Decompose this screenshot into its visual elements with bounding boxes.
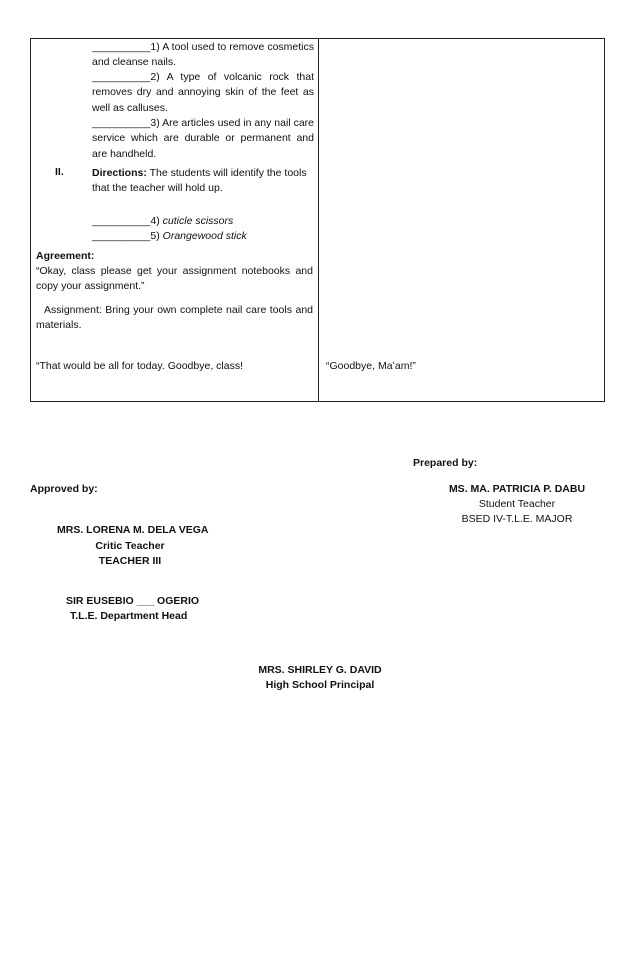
item-number: 4) <box>150 215 160 227</box>
closing-teacher: “That would be all for today. Goodbye, class! <box>36 360 243 372</box>
agreement-label: Agreement: <box>36 250 95 262</box>
critic-teacher-title: Critic Teacher <box>95 540 165 552</box>
identify-item-5 <box>92 229 247 244</box>
item-text: cuticle scissors <box>162 215 234 227</box>
agreement-text: “Okay, class please get your assignment notebooks and copy your assignment.” <box>36 265 313 293</box>
assignment-text: Assignment: Bring your own complete nail care tools and materials. <box>36 304 313 332</box>
department-head-name: SIR EUSEBIO ___ OGERIO <box>66 595 200 607</box>
quiz-item-text: 2) A type of volcanic rock that removes dry and annoying skin of the feet as well as calluses. <box>92 71 314 114</box>
preparer-name: MS. MA. PATRICIA P. DABU <box>448 483 586 495</box>
answer-blank: __________ <box>92 230 151 242</box>
principal-title: High School Principal <box>265 679 375 691</box>
quiz-item-3 <box>92 116 314 162</box>
closing-students: “Goodbye, Ma’am!” <box>326 360 416 372</box>
directions-text: The students will identify the tools that the teacher will hold up. <box>92 167 307 195</box>
answer-blank: __________ <box>92 41 151 53</box>
student-activity-cell <box>319 39 604 401</box>
quiz-item-text: 3) Are articles used in any nail care service which are durable or permanent and are handheld. <box>92 117 314 160</box>
principal-name: MRS. SHIRLEY G. DAVID <box>258 664 382 676</box>
department-head-title: T.L.E. Department Head <box>70 610 188 622</box>
prepared-by-label: Prepared by: <box>413 457 478 469</box>
approved-by-label: Approved by: <box>30 483 98 495</box>
answer-blank: __________ <box>92 215 151 227</box>
quiz-item-text: 1) A tool used to remove cosmetics and cleanse nails. <box>92 41 314 69</box>
answer-blank: __________ <box>92 71 151 83</box>
lesson-plan-table <box>30 38 605 402</box>
quiz-item-2 <box>92 70 314 116</box>
section-numeral: II. <box>55 166 64 178</box>
preparer-title: Student Teacher <box>478 498 556 510</box>
directions-label: Directions: <box>92 167 147 179</box>
item-text: Orangewood stick <box>162 230 247 242</box>
item-number: 5) <box>150 230 160 242</box>
teacher-activity-cell <box>31 39 318 401</box>
identify-item-4 <box>92 214 233 229</box>
directions <box>92 166 314 197</box>
quiz-item-1 <box>92 40 314 71</box>
critic-teacher-rank: TEACHER III <box>98 555 162 567</box>
preparer-course: BSED IV-T.L.E. MAJOR <box>461 513 573 525</box>
critic-teacher-name: MRS. LORENA M. DELA VEGA <box>57 524 209 536</box>
answer-blank: __________ <box>92 117 151 129</box>
